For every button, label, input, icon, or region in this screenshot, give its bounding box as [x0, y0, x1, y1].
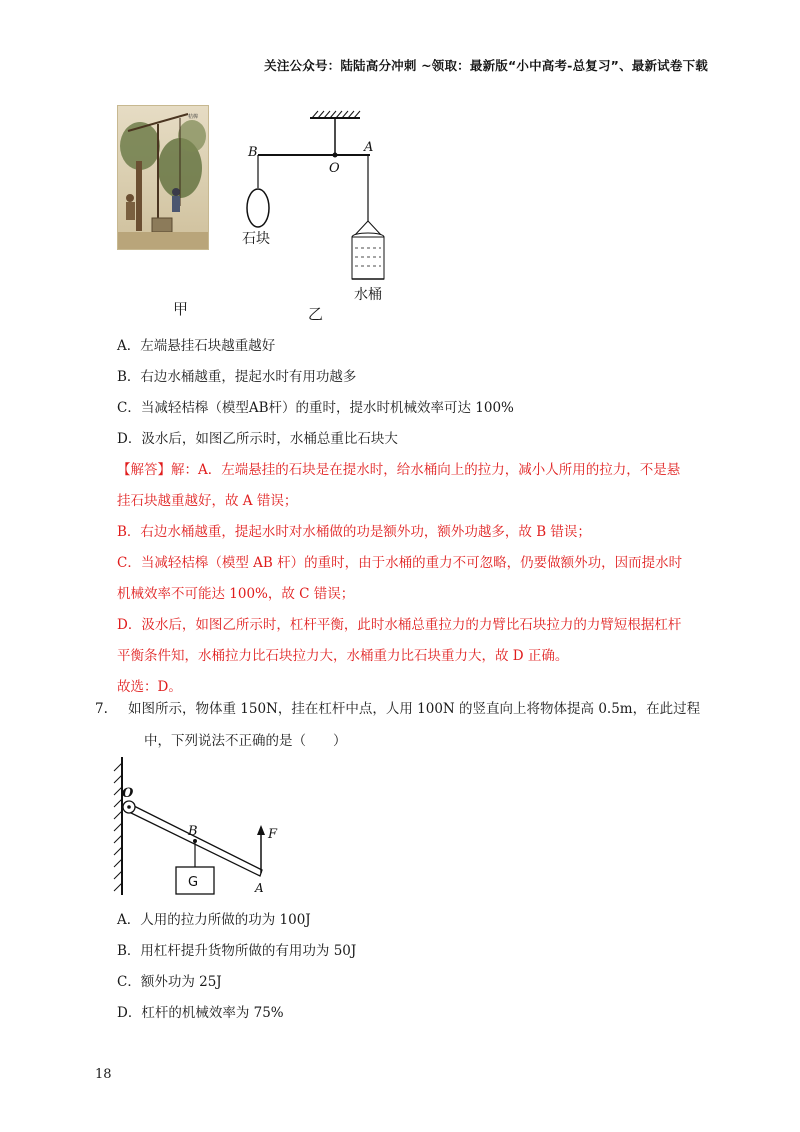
- label-point-o: O: [122, 786, 134, 801]
- lever-model-figure: [230, 108, 410, 308]
- q6-answer-line-2: 挂石块越重越好，故 A 错误；: [117, 493, 298, 509]
- q6-answer-line-7: 平衡条件知，水桶拉力比石块拉力大，水桶重力比石块重力大，故 D 正确。: [117, 648, 569, 664]
- bucket-label: 水桶: [354, 287, 382, 303]
- q7-lever-figure: [110, 755, 285, 900]
- q6-answer-line-5: 机械效率不可能达 100%，故 C 错误；: [117, 586, 355, 602]
- label-point-b: B: [188, 824, 198, 839]
- q7-option-a: A．人用的拉力所做的功为 100J: [117, 912, 311, 928]
- q7-stem-line-2: 中，下列说法不正确的是（ ）: [144, 733, 347, 749]
- q6-option-a: A．左端悬挂石块越重越好: [117, 338, 276, 354]
- figure-label-yi: 乙: [308, 305, 324, 323]
- figure-label-jia: 甲: [173, 300, 189, 318]
- pivot-o: [333, 153, 338, 158]
- q7-number: 7.: [95, 701, 108, 717]
- stone: [247, 189, 269, 227]
- stone-label: 石块: [242, 231, 270, 247]
- q6-option-d: D．汲水后，如图乙所示时，水桶总重比石块大: [117, 431, 398, 447]
- q6-option-c: C．当减轻桔槔（模型AB杆）的重时，提水时机械效率可达 100%: [117, 400, 514, 416]
- q6-answer-line-4: C．当减轻桔槔（模型 AB 杆）的重时，由于水桶的重力不可忽略，仍要做额外功，因而提水时: [117, 555, 683, 571]
- label-force-f: F: [268, 827, 278, 842]
- bucket-body: [352, 237, 384, 279]
- q7-option-c: C．额外功为 25J: [117, 974, 222, 990]
- label-point-b: B: [248, 145, 258, 160]
- ceiling-hatching: [312, 111, 360, 118]
- wall-hatching: [114, 763, 122, 891]
- page-header: 关注公众号：陆陆高分冲刺 ~领取：最新版“小中高考-总复习”、最新试卷下载: [264, 58, 708, 73]
- q6-option-b: B．右边水桶越重，提起水时有用功越多: [117, 369, 357, 385]
- q7-stem-line-1: 如图所示，物体重 150N，挂在杠杆中点，人用 100N 的竖直向上将物体提高 0.5m，在此过程: [128, 701, 701, 717]
- q6-answer-line-3: B．右边水桶越重，提起水时对水桶做的功是额外功，额外功越多，故 B 错误；: [117, 524, 591, 540]
- q7-option-b: B．用杠杆提升货物所做的有用功为 50J: [117, 943, 357, 959]
- q7-option-d: D．杠杆的机械效率为 75%: [117, 1005, 284, 1021]
- label-point-a: A: [364, 140, 374, 155]
- label-weight-g: G: [188, 875, 199, 890]
- q6-answer-line-8: 故选：D。: [117, 679, 182, 695]
- shadoof-illustration-drawing: [118, 106, 208, 249]
- label-point-o: O: [329, 161, 340, 176]
- page-number: 18: [95, 1067, 112, 1082]
- force-arrow-head: [257, 825, 265, 835]
- q6-answer-line-1: 【解答】解：A．左端悬挂的石块是在提水时，给水桶向上的拉力，减小人所用的拉力，不是悬: [117, 462, 681, 478]
- shadoof-illustration: [117, 105, 209, 250]
- label-point-a: A: [255, 881, 264, 895]
- illustration-caption: 桔槔: [188, 114, 199, 120]
- q6-answer-line-6: D．汲水后，如图乙所示时，杠杆平衡，此时水桶总重拉力的力臂比石块拉力的力臂短根据杠杆: [117, 617, 682, 633]
